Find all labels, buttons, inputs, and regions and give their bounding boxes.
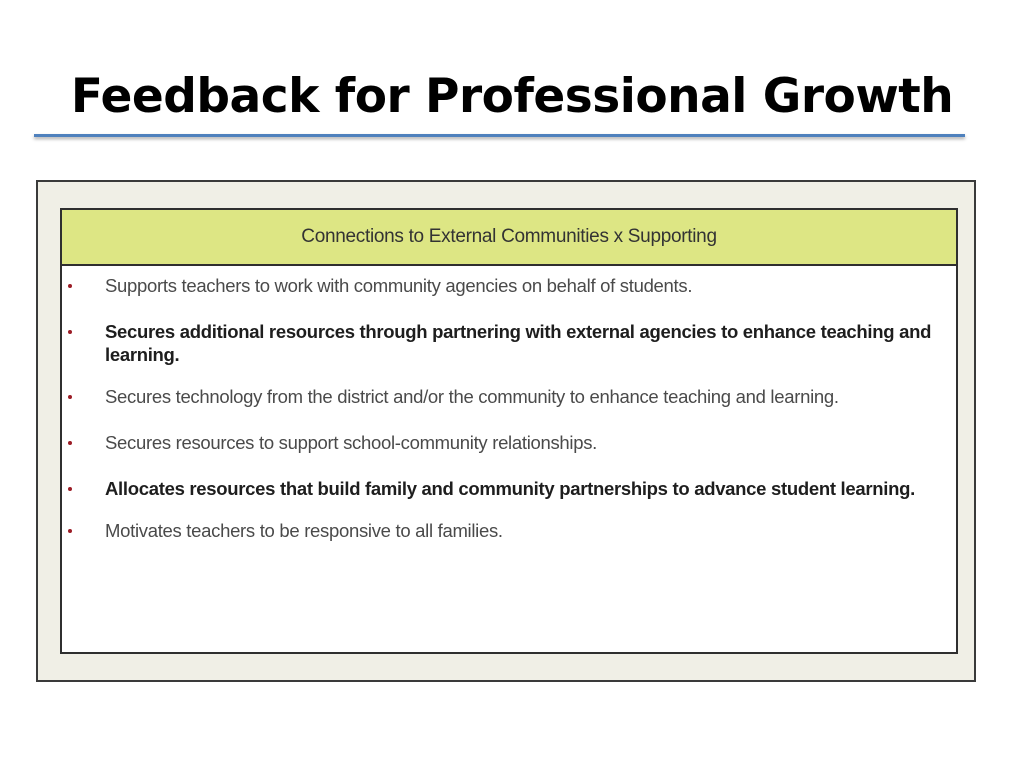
content-panel — [60, 208, 958, 654]
figure-frame — [36, 180, 976, 682]
bullet-icon — [68, 487, 72, 491]
bullet-icon — [68, 330, 72, 334]
bullet-icon — [68, 284, 72, 288]
list-item — [62, 274, 950, 297]
title-underline — [34, 134, 965, 137]
panel-header: Connections to External Communities x Supporting — [62, 210, 956, 266]
bullet-icon — [68, 529, 72, 533]
bullet-list — [62, 266, 956, 542]
list-item — [62, 519, 950, 542]
list-item — [62, 320, 950, 366]
list-item-text: Secures resources to support school-community relationships. — [105, 432, 598, 453]
list-item-text: Motivates teachers to be responsive to all families. — [105, 520, 503, 541]
list-item — [62, 477, 950, 500]
list-item-text: Supports teachers to work with community agencies on behalf of students. — [105, 275, 693, 296]
list-item — [62, 385, 950, 408]
slide-title: Feedback for Professional Growth — [70, 69, 954, 124]
list-item-text: Allocates resources that build family and community partnerships to advance student learning. — [105, 478, 915, 499]
bullet-icon — [68, 395, 72, 399]
bullet-icon — [68, 441, 72, 445]
list-item-text: Secures additional resources through partnering with external agencies to enhance teaching and learning. — [105, 321, 932, 365]
list-item — [62, 431, 950, 454]
list-item-text: Secures technology from the district and/or the community to enhance teaching and learning. — [105, 386, 839, 407]
